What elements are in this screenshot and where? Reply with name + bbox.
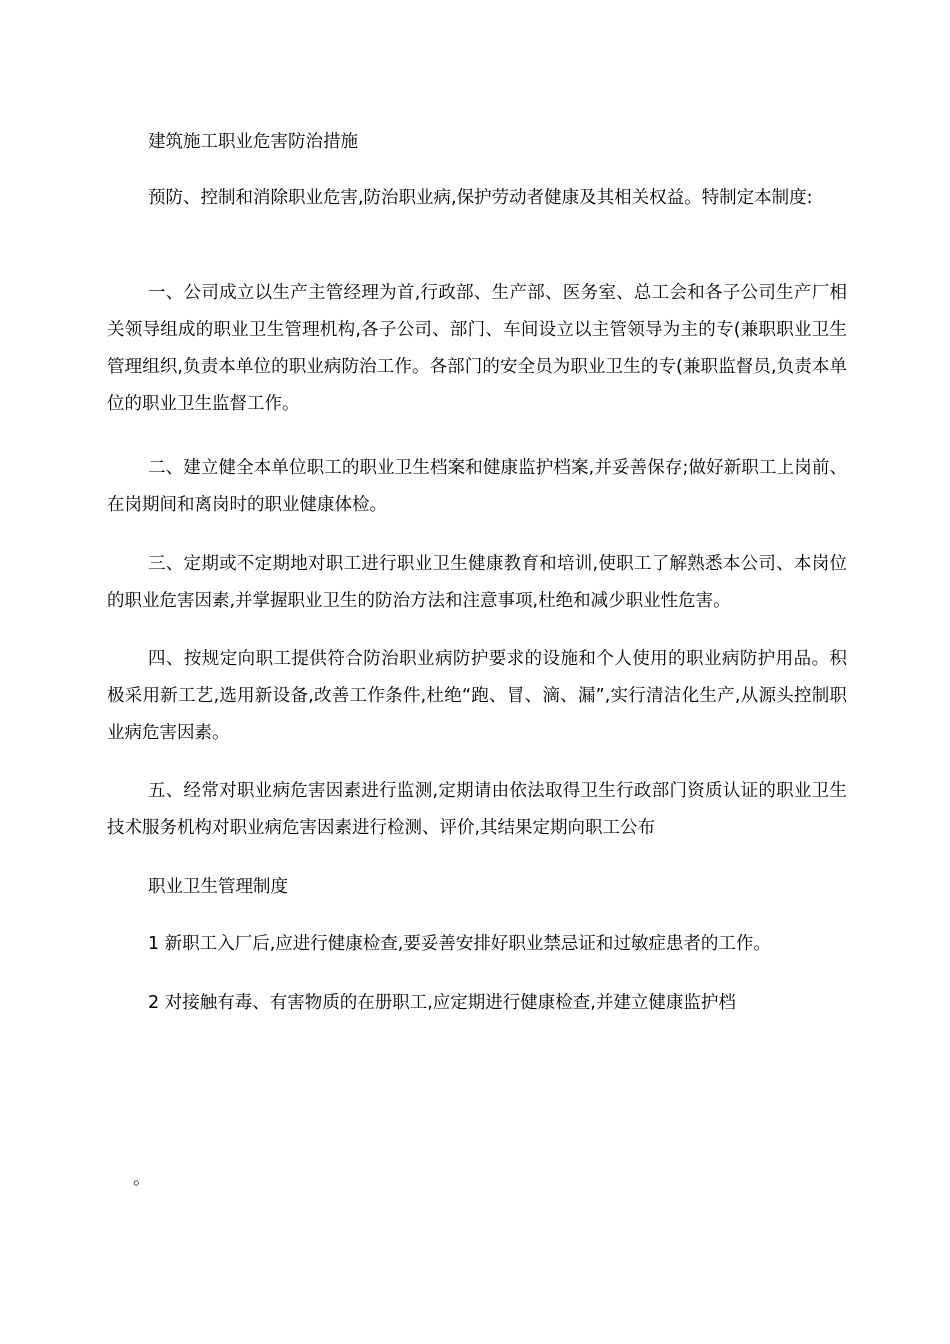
clause-3: 三、定期或不定期地对职工进行职业卫生健康教育和培训,使职工了解熟悉本公司、本岗位的职业危害因素,并掌握职业卫生的防治方法和注意事项,杜绝和减少职业性危害。 [107, 554, 847, 611]
clause-4: 四、按规定向职工提供符合防治职业病防护要求的设施和个人使用的职业病防护用品。积极采用新工艺,选用新设备,改善工作条件,杜绝“跑、冒、滴、漏”,实行清洁化生产,从源头控制职业病危害因素。 [107, 649, 847, 743]
intro-paragraph: 预防、控制和消除职业危害,防治职业病,保护劳动者健康及其相关权益。特制定本制度: [148, 188, 813, 208]
trailing-punctuation: 。 [133, 1169, 151, 1189]
clause-2: 二、建立健全本单位职工的职业卫生档案和健康监护档案,并妥善保存;做好新职工上岗前、在岗期间和离岗时的职业健康体检。 [107, 458, 847, 515]
rule-item-2: 2 对接触有毒、有害物质的在册职工,应定期进行健康检查,并建立健康监护档 [148, 993, 736, 1013]
section-subtitle: 职业卫生管理制度 [148, 877, 288, 897]
rule-item-1: 1 新职工入厂后,应进行健康检查,要妥善安排好职业禁忌证和过敏症患者的工作。 [148, 934, 771, 954]
clause-1: 一、公司成立以生产主管经理为首,行政部、生产部、医务室、总工会和各子公司生产厂相关领导组成的职业卫生管理机构,各子公司、部门、车间设立以主管领导为主的专(兼职职业卫生管理组织,负责本单位的职业病防治工作。各部门的安全员为职业卫生的专(兼职监督员,负责本单位的职业卫生监督工作。 [107, 283, 847, 414]
document-title: 建筑施工职业危害防治措施 [148, 132, 358, 152]
clause-5: 五、经常对职业病危害因素进行监测,定期请由依法取得卫生行政部门资质认证的职业卫生技术服务机构对职业病危害因素进行检测、评价,其结果定期向职工公布 [107, 781, 847, 838]
